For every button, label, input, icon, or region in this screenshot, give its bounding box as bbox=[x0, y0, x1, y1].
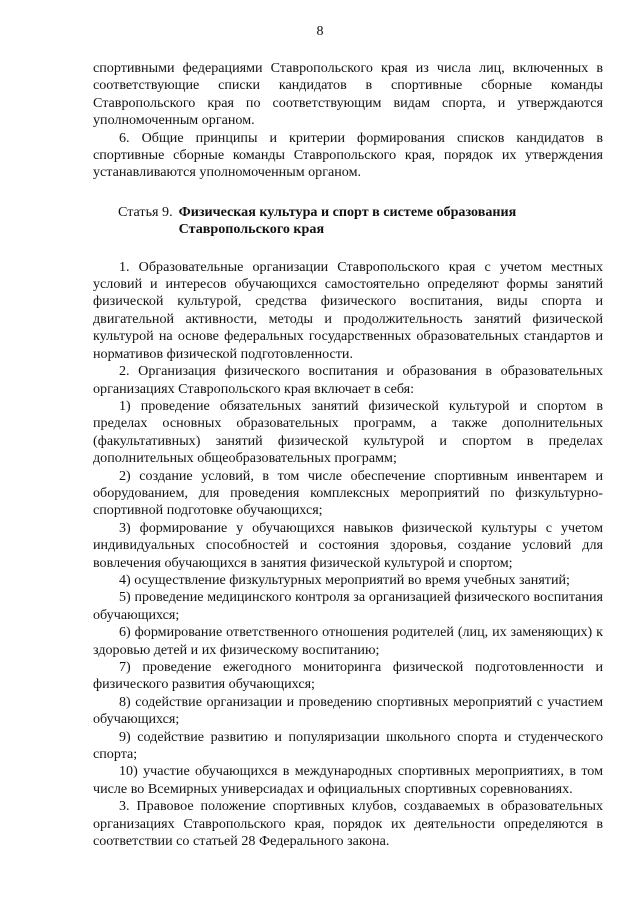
subitem-6: 6) формирование ответственного отношения родителей (лиц, их заменяющих) к здоровью детей и их физическому воспитанию; bbox=[93, 624, 603, 658]
subitem-8: 8) содействие организации и проведению спортивных мероприятий с участием обучающихся; bbox=[93, 693, 603, 728]
paragraph-2: 2. Организация физического воспитания и образования в образовательных организациях Ставропольского края включает в себя: bbox=[93, 363, 603, 397]
paragraph-1: 1. Образовательные организации Ставропольского края с учетом местных условий и интересов обучающихся самостоятельно определяют формы занятий физической культурой, средства физического воспитания, виды спорта и двигательной активности, методы и продолжительность занятий физической культурой на основе федеральных государственных образовательных стандартов и нормативов физической подготовленности. bbox=[93, 258, 603, 362]
article-label: Статья 9. bbox=[118, 203, 173, 220]
subitem-1: 1) проведение обязательных занятий физической культурой и спортом в пределах основных образовательных программ, а также дополнительных (факультативных) занятий физической культурой и спортом в пределах дополнительных общеобразовательных программ; bbox=[93, 397, 603, 467]
subitem-3: 3) формирование у обучающихся навыков физической культуры с учетом индивидуальных способностей и состояния здоровья, создание условий для вовлечения обучающихся в занятия физической культурой и спортом; bbox=[93, 519, 603, 571]
paragraph-3: 3. Правовое положение спортивных клубов, создаваемых в образовательных организациях Ставропольского края, порядок их деятельности определяются в соответствии со статьей 28 Федерального закона. bbox=[93, 798, 603, 850]
document-body bbox=[93, 60, 603, 850]
article-title-line-1: Физическая культура и спорт в системе образования bbox=[178, 203, 517, 220]
subitem-5: 5) проведение медицинского контроля за организацией физического воспитания обучающихся; bbox=[93, 589, 603, 623]
subitem-4: 4) осуществление физкультурных мероприятий во время учебных занятий; bbox=[119, 571, 570, 588]
subitem-7: 7) проведение ежегодного мониторинга физической подготовленности и физического развития обучающихся; bbox=[93, 659, 603, 693]
article-heading bbox=[118, 204, 603, 239]
subitem-9: 9) содействие развитию и популяризации школьного спорта и студенческого спорта; bbox=[93, 728, 603, 763]
paragraph-continuation: спортивными федерациями Ставропольского края из числа лиц, включенных в соответствующие списки кандидатов в спортивные сборные команды Ставропольского края по соответствующим видам спорта, и утверждаются уполномоченным органом. bbox=[93, 60, 603, 129]
subitem-2: 2) создание условий, в том числе обеспечение спортивным инвентарем и оборудованием, для проведения комплексных мероприятий по физкультурно-спортивной подготовке обучающихся; bbox=[93, 467, 603, 519]
page-number: 8 bbox=[316, 24, 324, 39]
article-title bbox=[179, 204, 517, 239]
article-title-line-2: Ставропольского края bbox=[178, 221, 325, 238]
paragraph-item-6: 6. Общие принципы и критерии формирования списков кандидатов в спортивные сборные команды Ставропольского края, порядок их утверждения устанавливаются уполномоченным органом. bbox=[93, 129, 603, 181]
subitem-10: 10) участие обучающихся в международных спортивных мероприятиях, в том числе во Всемирных универсиадах и официальных спортивных соревнованиях. bbox=[93, 763, 603, 797]
